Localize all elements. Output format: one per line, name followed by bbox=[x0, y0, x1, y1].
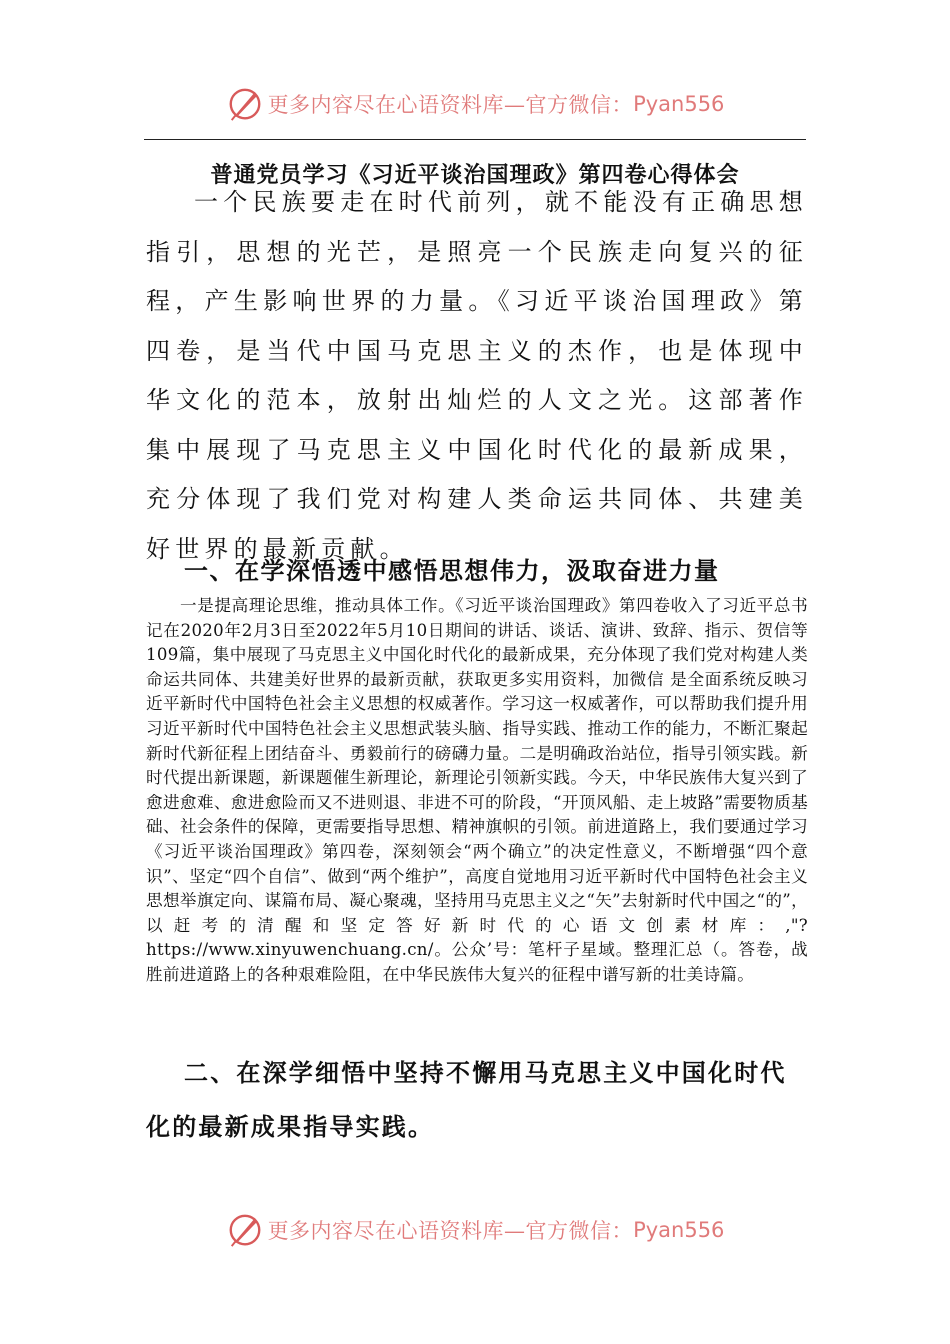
watermark-wechat-id: Pyan556 bbox=[633, 92, 725, 116]
watermark-wechat-id: Pyan556 bbox=[633, 1218, 725, 1242]
header-watermark bbox=[0, 84, 950, 124]
section-1-body: 一是提高理论思维，推动具体工作。《习近平谈治国理政》第四卷收入了习近平总书记在2020年2月3日至2022年5月10日期间的讲话、谈话、演讲、致辞、指示、贺信等109篇，集中展现了马克思主义中国化时代化的最新成果，充分体现了我们党对构建人类命运共同体、共建美好世界的最新贡献，获取更多实用资料，加微信 是全面系统反映习近平新时代中国特色社会主义思想的权威著作。学习这一权威著作，可以帮助我们提升用习近平新时代中国特色社会主义思想武装头脑、指导实践、推动工作的能力，不断汇聚起新时代新征程上团结奋斗、勇毅前行的磅礴力量。二是明确政治站位，指导引领实践。新时代提出新课题，新课题催生新理论，新理论引领新实践。今天，中华民族伟大复兴到了愈进愈难、愈进愈险而又不进则退、非进不可的阶段，“开顶风船、走上坡路”需要物质基础、社会条件的保障，更需要指导思想、精神旗帜的引领。前进道路上，我们要通过学习《习近平谈治国理政》第四卷，深刻领会“两个确立”的决定性意义，不断增强“四个意识”、坚定“四个自信”、做到“两个维护”，高度自觉地用习近平新时代中国特色社会主义思想举旗定向、谋篇布局、凝心聚魂，坚持用马克思主义之“矢”去射新时代中国之“的”，以赶考的清醒和坚定答好新时代的心语文创素材库：,"?https://www.xinyuwenchuang.cn/。公众’号：笔杆子星域。整理汇总（。答卷，战胜前进道路上的各种艰难险阻，在中华民族伟大复兴的征程中谱写新的壮美诗篇。 bbox=[146, 596, 808, 984]
footer-watermark bbox=[0, 1210, 950, 1250]
watermark-text: 更多内容尽在心语资料库—官方微信： bbox=[267, 1219, 634, 1243]
document-title: 普通党员学习《习近平谈治国理政》第四卷心得体会 bbox=[210, 162, 740, 188]
watermark-text: 更多内容尽在心语资料库—官方微信： bbox=[267, 93, 634, 117]
section-1-heading: 一、在学深悟透中感悟思想伟力，汲取奋进力量 bbox=[184, 556, 720, 585]
intro-paragraph: 一个民族要走在时代前列，就不能没有正确思想指引，思想的光芒，是照亮一个民族走向复兴的征程，产生影响世界的力量。《习近平谈治国理政》第四卷，是当代中国马克思主义的杰作，也是体现中华文化的范本，放射出灿烂的人文之光。这部著作集中展现了马克思主义中国化时代化的最新成果，充分体现了我们党对构建人类命运共同体、共建美好世界的最新贡献。 bbox=[146, 188, 808, 563]
quill-logo-icon bbox=[226, 1211, 264, 1249]
header-rule bbox=[144, 139, 806, 140]
section-2-heading: 二、在深学细悟中坚持不懈用马克思主义中国化时代化的最新成果指导实践。 bbox=[146, 1058, 787, 1141]
quill-logo-icon bbox=[226, 85, 264, 123]
